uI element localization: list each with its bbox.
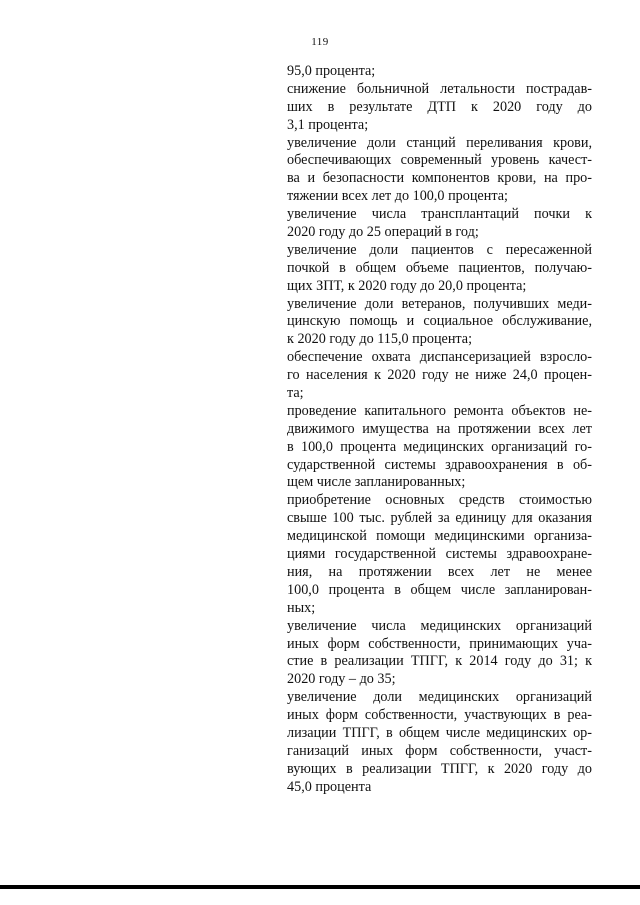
text-line: приобретение основных средств стоимостью xyxy=(287,492,592,509)
text-line: тяжении всех лет до 100,0 процента; xyxy=(287,188,508,205)
text-line: та; xyxy=(287,385,304,402)
text-line: в 100,0 процента медицинских организаций го- xyxy=(287,438,592,455)
text-line: цинскую помощь и социальное обслуживание, xyxy=(287,313,592,330)
text-line: сударственной системы здравоохранения в об- xyxy=(287,456,592,473)
text-line: увеличение доли станций переливания крови, xyxy=(287,134,592,151)
text-line: ва и безопасности компонентов крови, на про- xyxy=(287,170,592,187)
text-line: ния, на протяжении всех лет не менее xyxy=(287,563,592,580)
text-line: ных; xyxy=(287,599,316,616)
text-line: вующих в реализации ТПГГ, к 2020 году до xyxy=(287,760,592,777)
text-line: 2020 году – до 35; xyxy=(287,671,396,688)
text-line: увеличение числа трансплантаций почки к xyxy=(287,206,592,223)
text-line: 3,1 процента; xyxy=(287,116,369,133)
text-line: увеличение доли пациентов с пересаженной xyxy=(287,241,592,258)
text-line: ганизаций иных форм собственности, участ- xyxy=(287,742,592,759)
text-line: стие в реализации ТПГГ, к 2014 году до 31; к xyxy=(287,653,592,670)
text-line: к 2020 году до 115,0 процента; xyxy=(287,331,473,348)
text-line: медицинской помощи медицинскими организа- xyxy=(287,528,592,545)
text-line: щих ЗПТ, к 2020 году до 20,0 процента; xyxy=(287,277,527,294)
text-line: увеличение числа медицинских организаций xyxy=(287,617,592,634)
text-line: обеспечивающих современный уровень качест- xyxy=(287,152,592,169)
text-line: движимого имущества на протяжении всех лет xyxy=(287,420,592,437)
text-line: снижение больничной летальности пострадав- xyxy=(287,80,592,97)
bottom-divider xyxy=(0,885,640,889)
page-number: 119 xyxy=(311,36,329,48)
text-line: иных форм собственности, принимающих уча- xyxy=(287,635,592,652)
text-line: почкой в общем объеме пациентов, получаю- xyxy=(287,259,592,276)
text-line: щем числе запланированных; xyxy=(287,474,466,491)
text-line: 100,0 процента в общем числе запланирован- xyxy=(287,581,592,598)
text-line: лизации ТПГГ, в общем числе медицинских ор- xyxy=(287,724,592,741)
text-line: увеличение доли ветеранов, получивших меди- xyxy=(287,295,592,312)
text-line: обеспечение охвата диспансеризацией взросло- xyxy=(287,349,592,366)
text-line: 95,0 процента; xyxy=(287,63,376,79)
text-line: ших в результате ДТП к 2020 году до xyxy=(287,98,592,115)
text-line: циями государственной системы здравоохране- xyxy=(287,546,592,563)
text-line: го населения к 2020 году не ниже 24,0 процен- xyxy=(287,367,592,384)
text-line: свыше 100 тыс. рублей за единицу для оказания xyxy=(287,510,592,527)
document-body xyxy=(287,63,592,797)
text-line: 45,0 процента xyxy=(287,778,372,795)
text-line: иных форм собственности, участвующих в реа- xyxy=(287,707,592,724)
text-line: проведение капитального ремонта объектов не- xyxy=(287,402,592,419)
text-line: 2020 году до 25 операций в год; xyxy=(287,224,479,241)
text-line: увеличение доли медицинских организаций xyxy=(287,689,592,706)
